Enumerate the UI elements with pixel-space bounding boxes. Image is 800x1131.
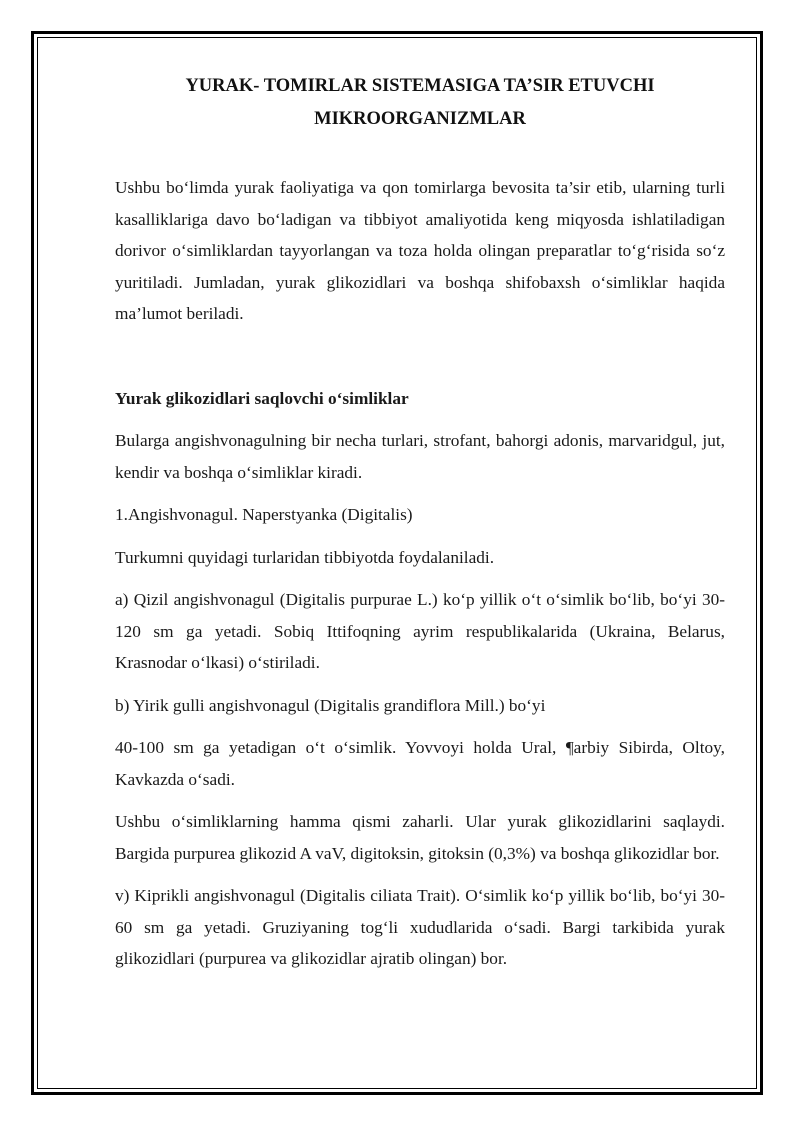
intro-paragraph: Ushbu bo‘limda yurak faoliyatiga va qon tomirlarga bevosita ta’sir etib, ularning turli kasalliklariga davo bo‘ladigan va tibbiyot amaliyotida keng miqyosda ishlatiladigan dorivor o‘simliklardan tayyorlangan va toza holda olingan preparatlar to‘g‘risida so‘z yuritiladi. Jumladan, yurak glikozidlari va boshqa shifobaxsh o‘simliklar haqida ma’lumot beriladi. (115, 178, 725, 323)
title-line-1: YURAK- TOMIRLAR SISTEMASIGA TA’SIR ETUVCHI (185, 76, 655, 96)
paragraph-digitalis-heading: 1.Angishvonagul. Naperstyanka (Digitalis) (115, 505, 413, 524)
paragraph-species-b: b) Yirik gulli angishvonagul (Digitalis grandiflora Mill.) bo‘yi (115, 695, 546, 715)
paragraph-toxicity: Ushbu o‘simliklarning hamma qismi zaharli. Ular yurak glikozidlarini saqlaydi. Bargida purpurea glikozid A vaV, digitoksin, gitoksin (0,3%) va boshqa glikozidlar bor. (115, 812, 725, 863)
page-title (115, 70, 725, 136)
paragraph-plants-list: Bularga angishvonagulning bir necha turlari, strofant, bahorgi adonis, marvaridgul, jut, kendir va boshqa o‘simliklar kiradi. (115, 431, 725, 482)
paragraph-species-a: a) Qizil angishvonagul (Digitalis purpurae L.) ko‘p yillik o‘t o‘simlik bo‘lib, bo‘yi 30-120 sm ga yetadi. Sobiq Ittifoqning ayrim respublikalarida (Ukraina, Belarus, Krasnodar o‘lkasi) o‘stiriladi. (115, 590, 725, 672)
page-content (115, 70, 725, 975)
section-heading: Yurak glikozidlari saqlovchi o‘simliklar (115, 388, 409, 408)
paragraph-species-b-cont: 40-100 sm ga yetadigan o‘t o‘simlik. Yovvoyi holda Ural, ¶arbiy Sibirda, Oltoy, Kavkazda o‘sadi. (115, 738, 725, 789)
paragraph-species-v: v) Kiprikli angishvonagul (Digitalis ciliata Trait). O‘simlik ko‘p yillik bo‘lib, bo‘yi 30-60 sm ga yetadi. Gruziyaning tog‘li xududlarida o‘sadi. Bargi tarkibida yurak glikozidlari (purpurea va glikozidlar ajratib olingan) bor. (115, 886, 725, 968)
paragraph-species-intro: Turkumni quyidagi turlaridan tibbiyotda foydalaniladi. (115, 547, 495, 567)
title-line-2: MIKROORGANIZMLAR (314, 109, 526, 129)
